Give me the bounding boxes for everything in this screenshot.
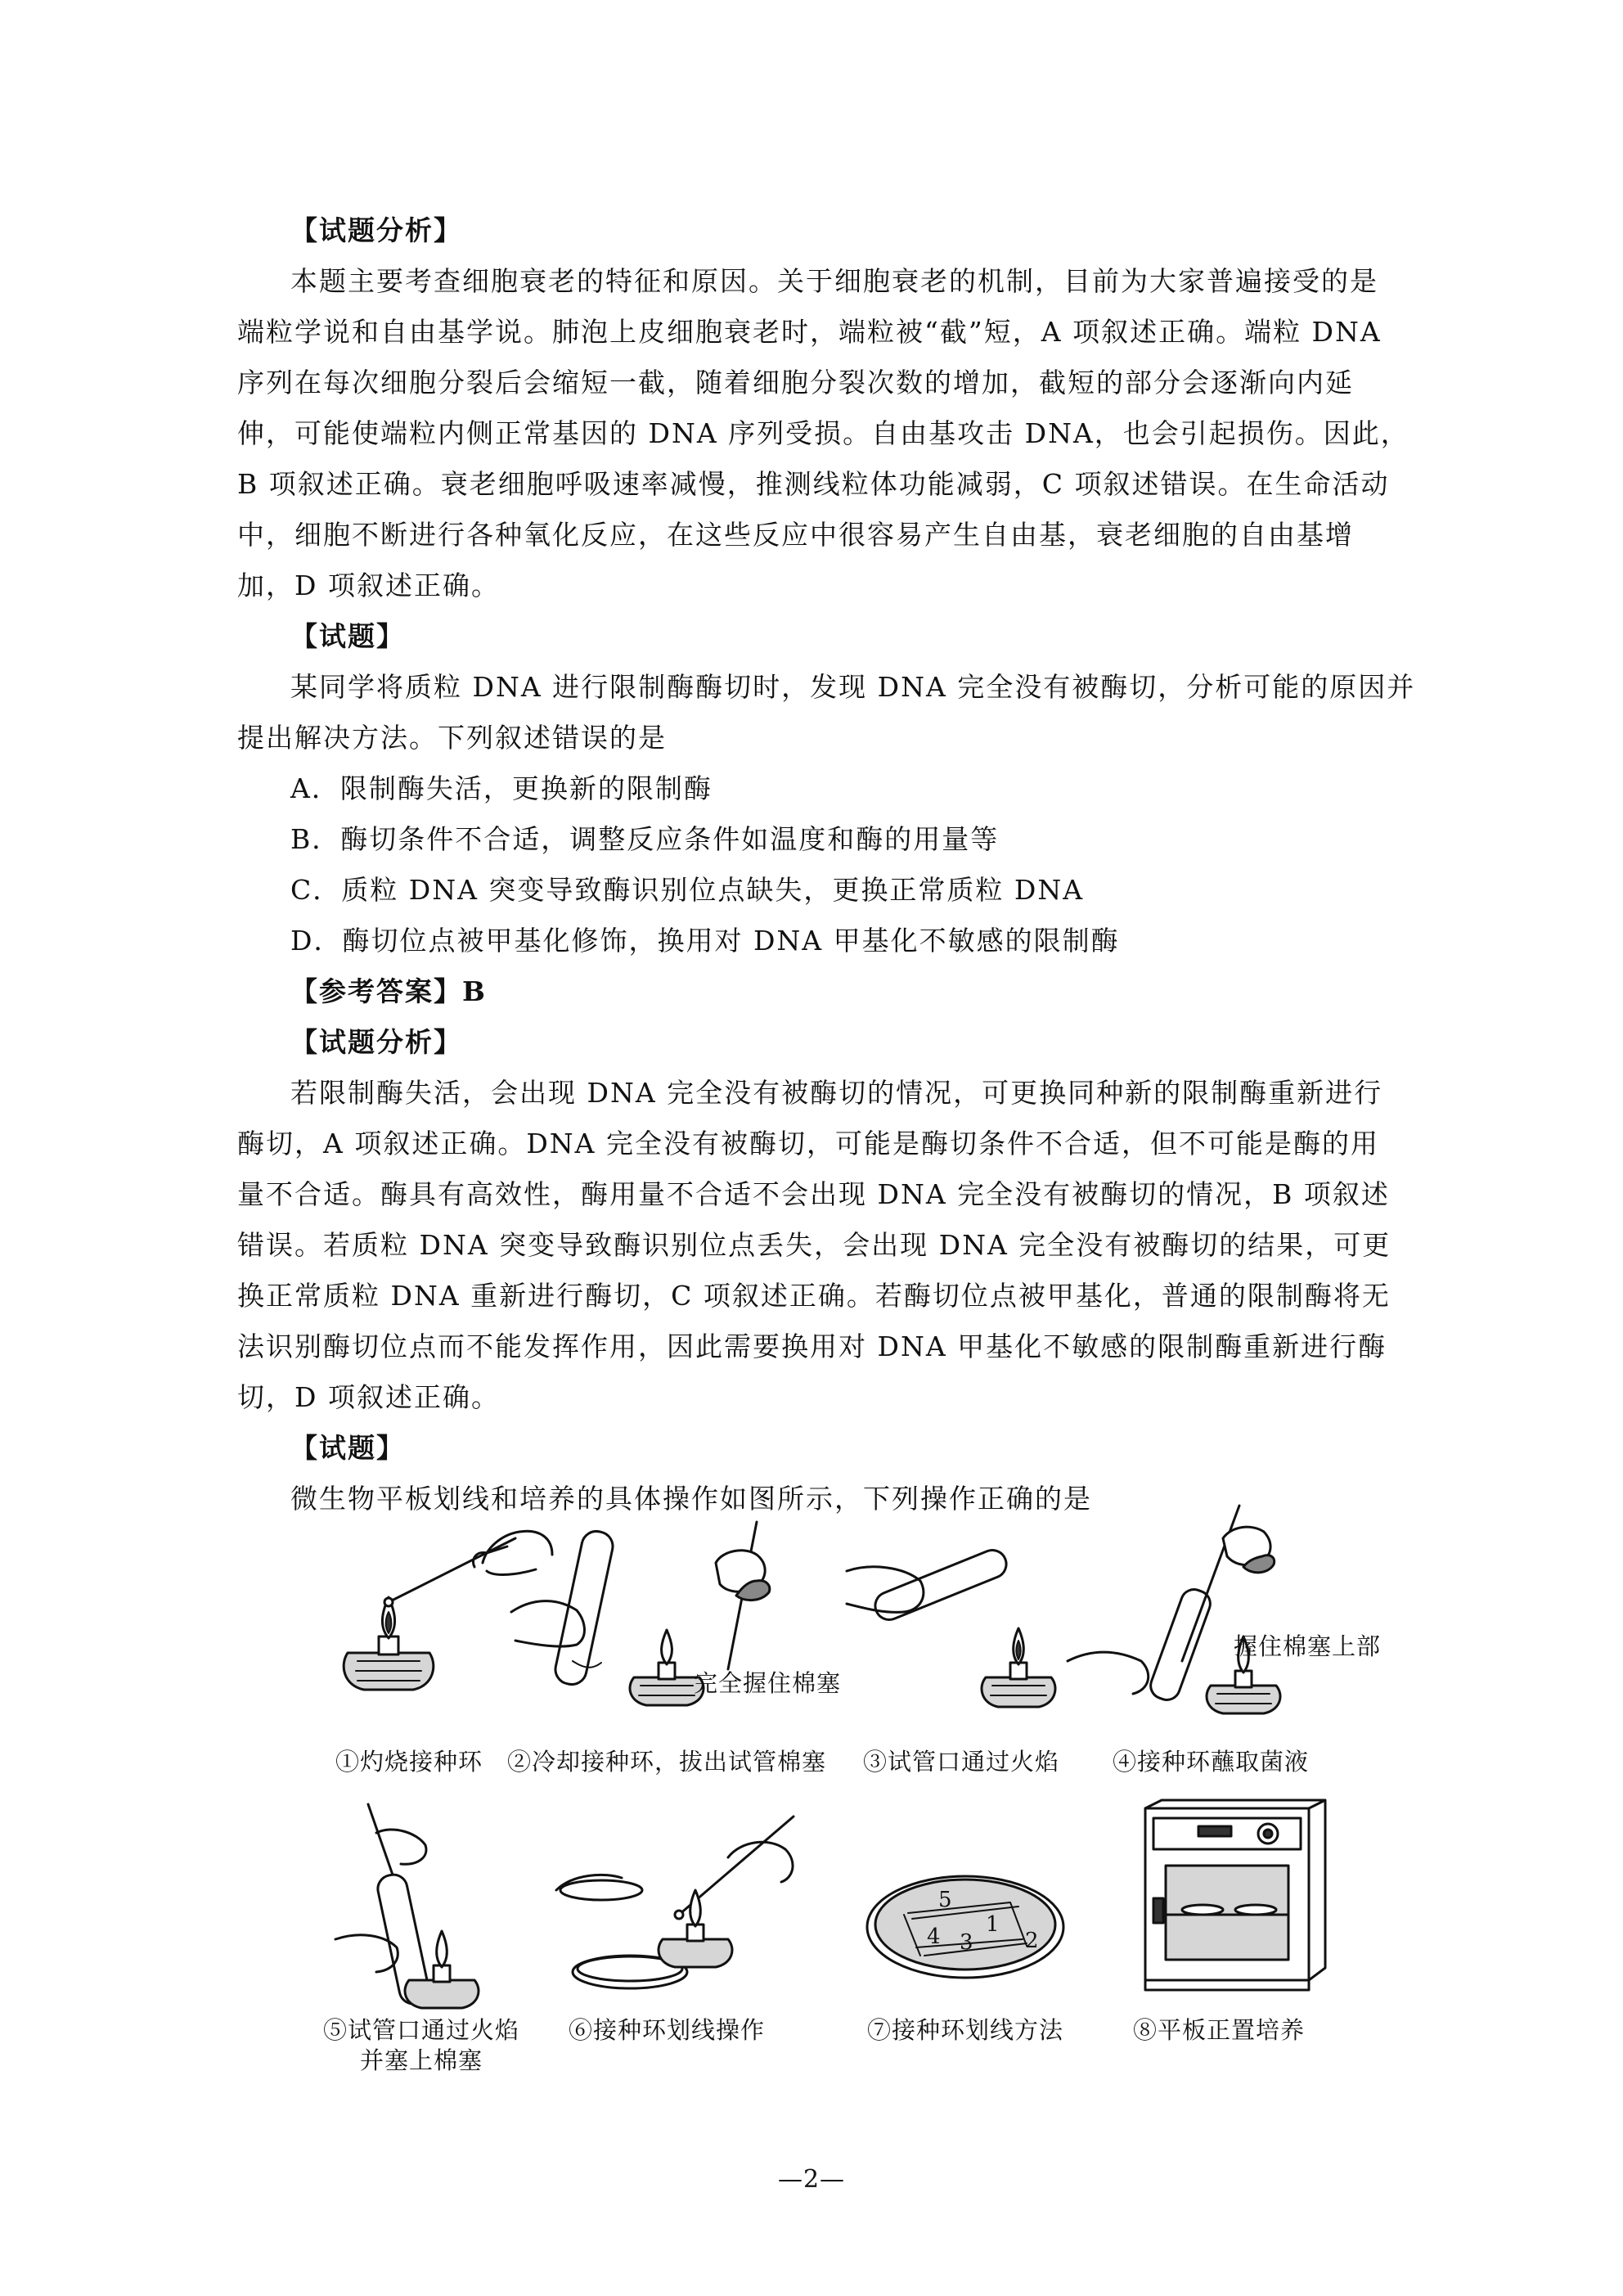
caption-5a: ⑤试管口通过火焰 (322, 2016, 519, 2044)
text-line: 酶切，A 项叙述正确。DNA 完全没有被酶切，可能是酶切条件不合适，但不可能是酶的用 (237, 1128, 1379, 1159)
caption-7: ⑦接种环划线方法 (866, 2016, 1063, 2044)
plate-number-2: 2 (1025, 1929, 1039, 1953)
caption-6: ⑥接种环划线操作 (568, 2016, 765, 2044)
section-heading: 【试题分析】 (290, 214, 462, 246)
text-line: C．质粒 DNA 突变导致酶识别位点缺失，更换正常质粒 DNA (290, 874, 1085, 906)
experiment-figure (307, 1489, 1382, 2095)
text-line: 加，D 项叙述正确。 (237, 569, 500, 601)
caption-5b: 并塞上棉塞 (359, 2046, 483, 2074)
illustration-8-incubator (1133, 1800, 1329, 1997)
text-line: 某同学将质粒 DNA 进行限制酶酶切时，发现 DNA 完全没有被酶切，分析可能的原因并 (290, 671, 1416, 703)
text-line: 错误。若质粒 DNA 突变导致酶识别位点丢失，会出现 DNA 完全没有被酶切的结果，可更 (237, 1229, 1391, 1261)
section-heading: 【试题】 (290, 620, 405, 652)
illustration-6-streaking (524, 1800, 802, 2013)
text-line: 切，D 项叙述正确。 (237, 1381, 500, 1413)
callout-hold-plug: 完全握住棉塞 (694, 1669, 842, 1697)
callout-hold-plug-top: 握住棉塞上部 (1234, 1632, 1382, 1660)
text-line: 端粒学说和自由基学说。肺泡上皮细胞衰老时，端粒被“截”短，A 项叙述正确。端粒 DNA (237, 316, 1382, 348)
text-line: D．酶切位点被甲基化修饰，换用对 DNA 甲基化不敏感的限制酶 (290, 925, 1120, 957)
illustration-3-tube-flame (847, 1522, 1076, 1718)
text-line: A．限制酶失活，更换新的限制酶 (290, 772, 713, 804)
caption-2: ②冷却接种环，拔出试管棉塞 (506, 1748, 826, 1776)
text-line: 伸，可能使端粒内侧正常基因的 DNA 序列受损。自由基攻击 DNA，也会引起损伤。因此， (237, 417, 1409, 449)
caption-4: ④接种环蘸取菌液 (1112, 1748, 1309, 1776)
illustration-7-streak-plate (863, 1866, 1068, 1988)
text-line: 若限制酶失活，会出现 DNA 完全没有被酶切的情况，可更换同种新的限制酶重新进行 (290, 1077, 1383, 1109)
plate-number-1: 1 (986, 1912, 1000, 1937)
plate-number-4: 4 (927, 1925, 941, 1949)
text-line: 换正常质粒 DNA 重新进行酶切，C 项叙述正确。若酶切位点被甲基化，普通的限制酶将无 (237, 1280, 1391, 1312)
caption-3: ③试管口通过火焰 (862, 1748, 1059, 1776)
text-line: 提出解决方法。下列叙述错误的是 (237, 722, 667, 754)
text-line: B．酶切条件不合适，调整反应条件如温度和酶的用量等 (290, 823, 1000, 855)
text-line: 微生物平板划线和培养的具体操作如图所示，下列操作正确的是 (290, 1483, 1092, 1515)
caption-8: ⑧平板正置培养 (1132, 2016, 1305, 2044)
section-heading: 【试题】 (290, 1432, 405, 1464)
page-number: —2— (777, 2165, 846, 2194)
text-line: 法识别酶切位点而不能发挥作用，因此需要换用对 DNA 甲基化不敏感的限制酶重新进行酶 (237, 1330, 1387, 1362)
text-line: 序列在每次细胞分裂后会缩短一截，随着细胞分裂次数的增加，截短的部分会逐渐向内延 (237, 367, 1354, 398)
text-line: 中，细胞不断进行各种氧化反应，在这些反应中很容易产生自由基，衰老细胞的自由基增 (237, 519, 1354, 551)
text-line: 量不合适。酶具有高效性，酶用量不合适不会出现 DNA 完全没有被酶切的情况，B 项叙述 (237, 1178, 1390, 1210)
plate-number-3: 3 (960, 1930, 973, 1955)
text-line: 本题主要考查细胞衰老的特征和原因。关于细胞衰老的机制，目前为大家普遍接受的是 (290, 265, 1378, 297)
illustration-4-dip-loop (1068, 1489, 1338, 1718)
plate-number-5: 5 (938, 1888, 952, 1912)
section-heading: 【试题分析】 (290, 1026, 462, 1058)
text-line: B 项叙述正确。衰老细胞呼吸速率减慢，推测线粒体功能减弱，C 项叙述错误。在生命活动 (237, 468, 1390, 500)
caption-1: ①灼烧接种环 (335, 1748, 483, 1776)
illustration-5-plug-tube (319, 1800, 532, 2013)
section-heading: 【参考答案】B (290, 975, 487, 1007)
